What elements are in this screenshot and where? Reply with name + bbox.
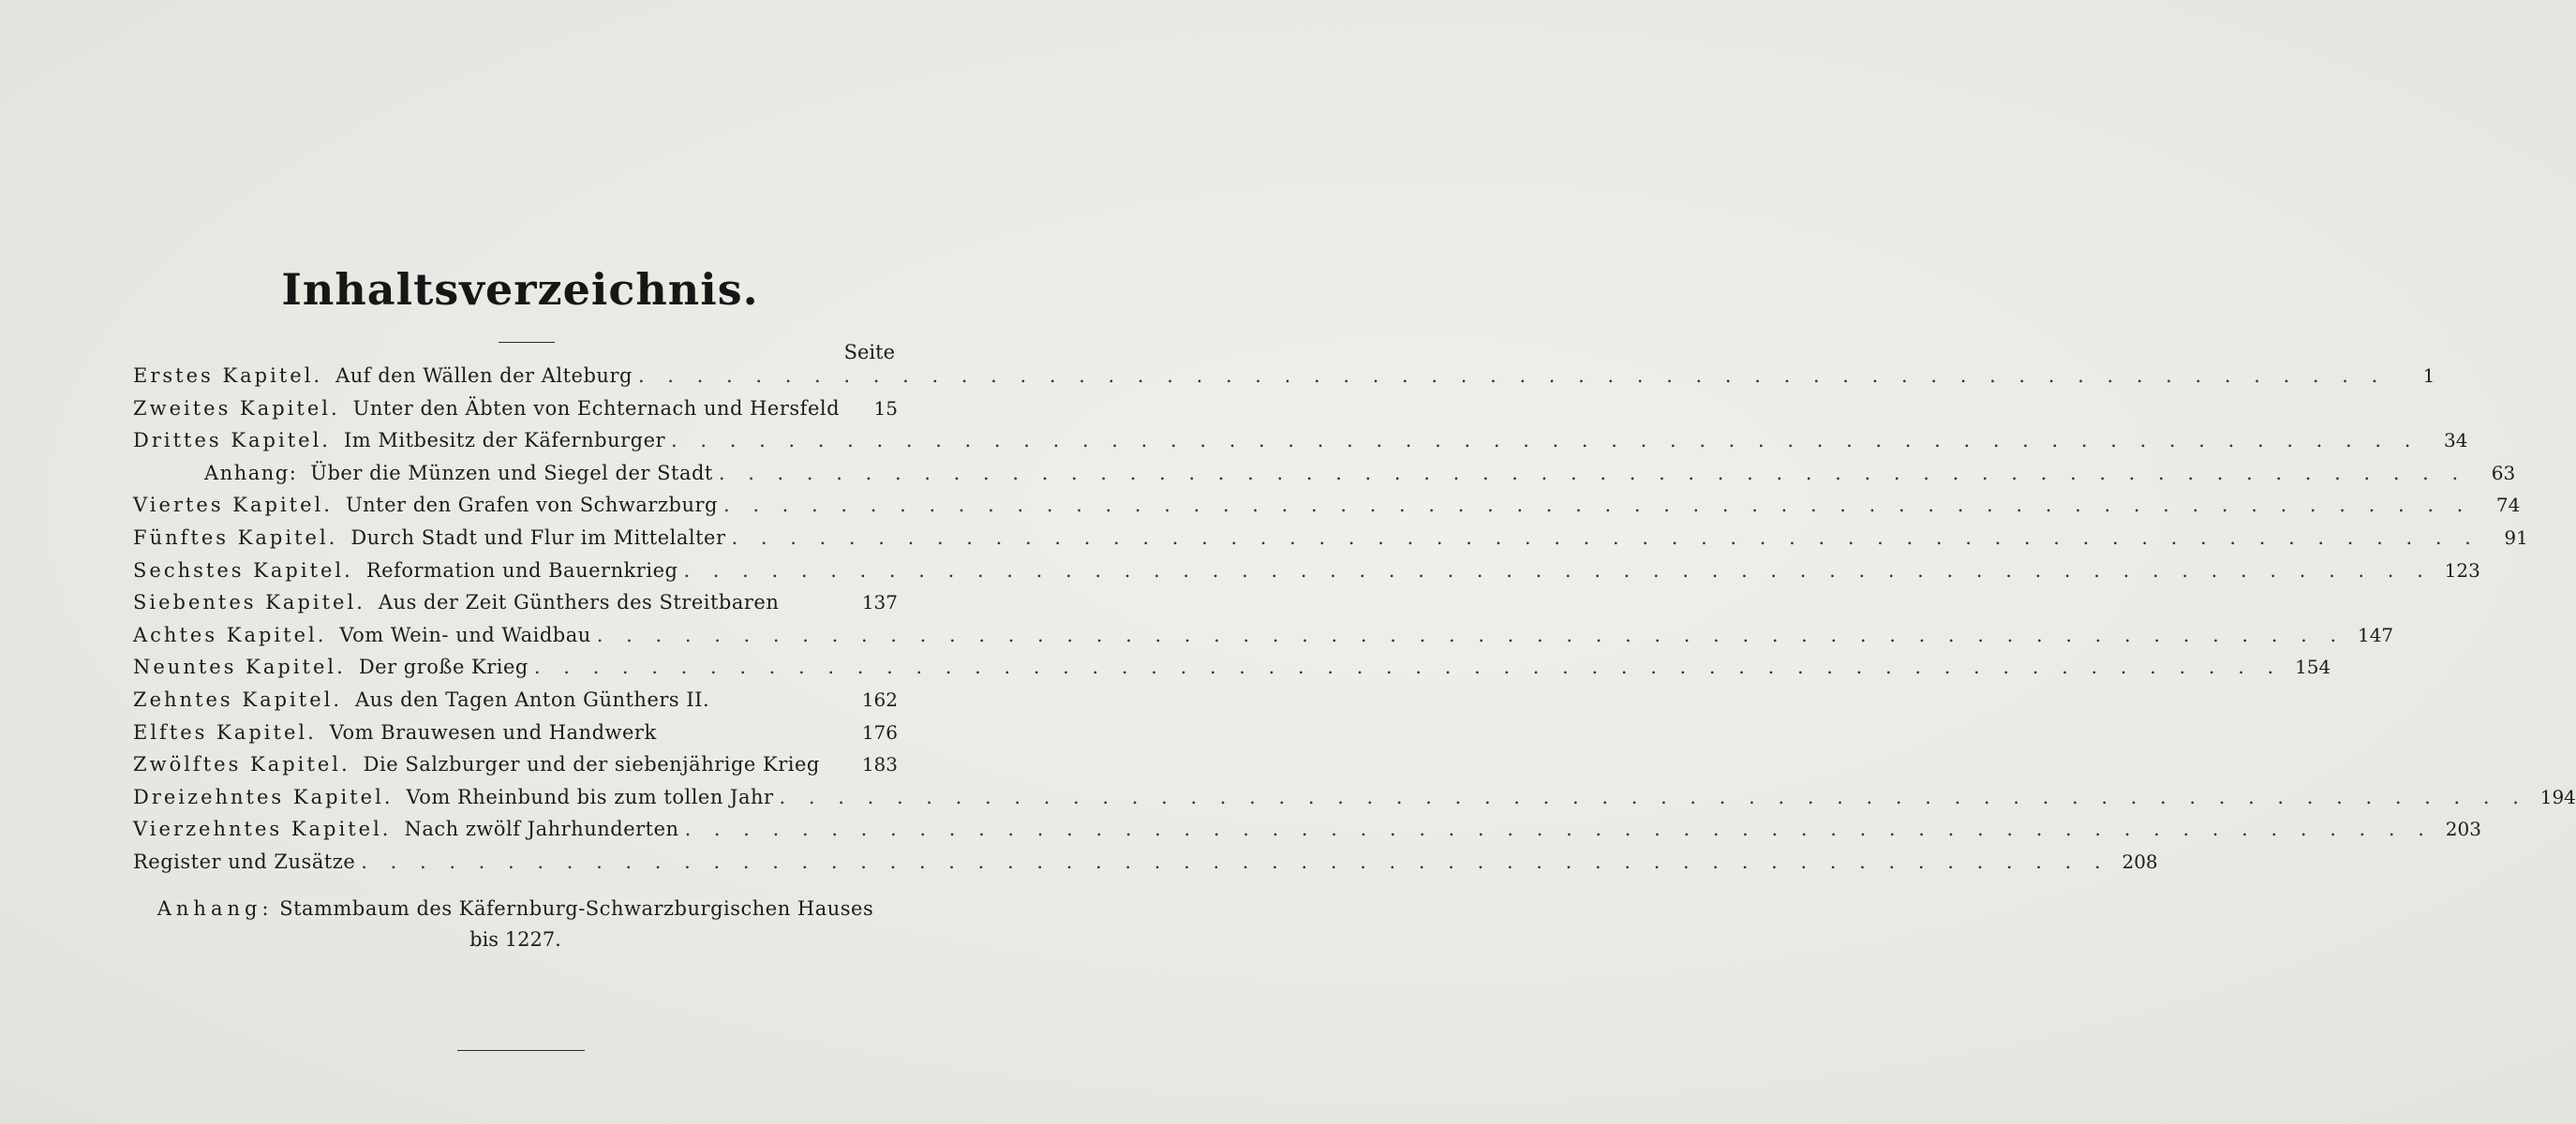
toc-entry [133,656,2331,688]
toc-chapter-title: Im Mitbesitz der Käfernburger [343,429,666,452]
toc-leader-dots: . . . . . . . . . . . . . . . . . . . . . . . . . . . . . . . . . . . . . . . . . . . . . . . . . . . . . . . . . . . . [683,558,2432,582]
toc-chapter-title: Über die Münzen und Siegel der Stadt [310,461,713,484]
toc-chapter-title: Unter den Grafen von Schwarzburg [345,494,718,517]
page-column-header: Seite [843,341,895,363]
toc-chapter-title: Auf den Wällen der Alteburg [335,364,633,387]
toc-register-title: Register und Zusätze [133,850,356,873]
toc-chapter-label: Erstes Kapitel. [133,364,323,387]
toc-page-number: 1 [2422,364,2435,387]
appendix-note [133,894,898,955]
toc-entry [133,753,898,786]
appendix-text: Stammbaum des Käfernburg-Schwarzburgischen Hauses [279,897,874,920]
toc-page-number: 123 [2444,558,2480,582]
toc-leader-dots: . . . . . . . . . . . . . . . . . . . . . . . . . . . . . . . . . . . . . . . . . . . . . . . . . . . . . . . . . . . . [596,623,2345,646]
toc-entry [133,785,2576,819]
toc-chapter-title: Nach zwölf Jahrhunderten [404,818,679,841]
toc-page-number: 162 [861,688,898,711]
toc-leader-dots: . . . . . . . . . . . . . . . . . . . . . . . . . . . . . . . . . . . . . . . . . . . . . . . . . . . . . . . . . . . . [361,850,2109,873]
toc-entry [133,364,2435,397]
toc-chapter-title: Aus der Zeit Günthers des Streitbaren [378,591,780,614]
toc-leader-dots: . . . . . . . . . . . . . . . . . . . . . . . . . . . . . . . . . . . . . . . . . . . . . . . . . . . . . . . . . . . . [684,818,2433,841]
toc-page-number: 63 [2491,461,2516,484]
toc-entry [133,494,2521,526]
toc-leader-dots: . . . . . . . . . . . . . . . . . . . . . . . . . . . . . . . . . . . . . . . . . . . . . . . . . . . . . . . . . . . . [637,364,2387,387]
toc-entry [133,429,2468,462]
toc-chapter-label: Siebentes Kapitel. [133,591,365,614]
toc-chapter-title: Vom Rheinbund bis zum tollen Jahr [406,785,774,808]
toc-appendix-label: Anhang: [204,461,298,484]
toc-chapter-label: Dreizehntes Kapitel. [133,785,394,808]
bottom-divider [457,1050,585,1051]
toc-chapter-label: Achtes Kapitel. [133,623,327,646]
toc-entry [133,525,2528,559]
toc-page-number: 15 [873,396,898,420]
toc-chapter-title: Durch Stadt und Flur im Mittelalter [350,525,726,549]
toc-page-number: 176 [861,720,898,744]
appendix-line-2: bis 1227. [469,928,561,951]
toc-entry [133,591,898,624]
toc-leader-dots: . . . . . . . . . . . . . . . . . . . . . . . . . . . . . . . . . . . . . . . . . . . . . . . . . . . . . . . . . . . . [671,429,2420,452]
toc-chapter-label: Viertes Kapitel. [133,494,333,517]
toc-leader-dots: . . . . . . . . . . . . . . . . . . . . . . . . . . . . . . . . . . . . . . . . . . . . . . . . . . . . . . . . . . . . [533,656,2283,679]
toc-chapter-label: Elftes Kapitel. [133,720,317,744]
toc-chapter-title: Aus den Tagen Anton Günthers II. [355,688,710,711]
toc-page-number: 91 [2504,525,2528,549]
toc-page-number: 74 [2495,494,2521,517]
toc-entry [133,558,2480,592]
toc-chapter-label: Drittes Kapitel. [133,429,331,452]
toc-chapter-label: Vierzehntes Kapitel. [133,818,392,841]
toc-chapter-label: Sechstes Kapitel. [133,558,353,582]
toc-entry [133,818,2481,850]
toc-page-number: 208 [2122,850,2158,873]
toc-page-number: 203 [2445,818,2481,841]
toc-page-number: 147 [2357,623,2394,646]
toc-entry [133,397,898,430]
toc-page-number: 194 [2539,785,2576,808]
toc-leader-dots: . . . . . . . . . . . . . . . . . . . . . . . . . . . . . . . . . . . . . . . . . . . . . . . . . . . . . . . . . . . . [722,494,2472,517]
toc-chapter-title: Vom Wein- und Waidbau [339,623,591,646]
toc-page-number: 154 [2295,656,2331,679]
toc-entry-appendix [133,461,2516,495]
toc-chapter-label: Zweites Kapitel. [133,396,340,420]
appendix-line-1 [133,894,898,924]
toc-leader-dots: . . . . . . . . . . . . . . . . . . . . . . . . . . . . . . . . . . . . . . . . . . . . . . . . . . . . . . . . . . . . [779,785,2527,808]
page-title: Inhaltsverzeichnis. [281,264,759,315]
toc-chapter-title: Die Salzburger und der siebenjährige Krieg [363,753,820,776]
title-divider [499,342,555,343]
toc-entry-register [133,850,2158,883]
toc-chapter-title: Vom Brauwesen und Handwerk [329,720,657,744]
toc-list [133,364,2576,883]
toc-chapter-title: Der große Krieg [358,656,529,679]
toc-entry [133,721,898,754]
toc-chapter-label: Fünftes Kapitel. [133,525,338,549]
toc-chapter-label: Zehntes Kapitel. [133,688,343,711]
toc-entry [133,623,2394,657]
appendix-label: Anhang: [156,897,274,920]
toc-chapter-label: Neuntes Kapitel. [133,656,346,679]
toc-leader-dots: . . . . . . . . . . . . . . . . . . . . . . . . . . . . . . . . . . . . . . . . . . . . . . . . . . . . . . . . . . . . [718,461,2467,484]
toc-page-number: 183 [861,753,898,776]
toc-chapter-title: Reformation und Bauernkrieg [365,558,678,582]
toc-page-number: 137 [861,591,898,614]
toc-entry [133,688,898,721]
toc-leader-dots: . . . . . . . . . . . . . . . . . . . . . . . . . . . . . . . . . . . . . . . . . . . . . . . . . . . . . . . . . . . . [731,525,2479,549]
toc-page-number: 34 [2443,429,2468,452]
toc-chapter-label: Zwölftes Kapitel. [133,753,350,776]
toc-chapter-title: Unter den Äbten von Echternach und Hersfeld [352,396,841,420]
